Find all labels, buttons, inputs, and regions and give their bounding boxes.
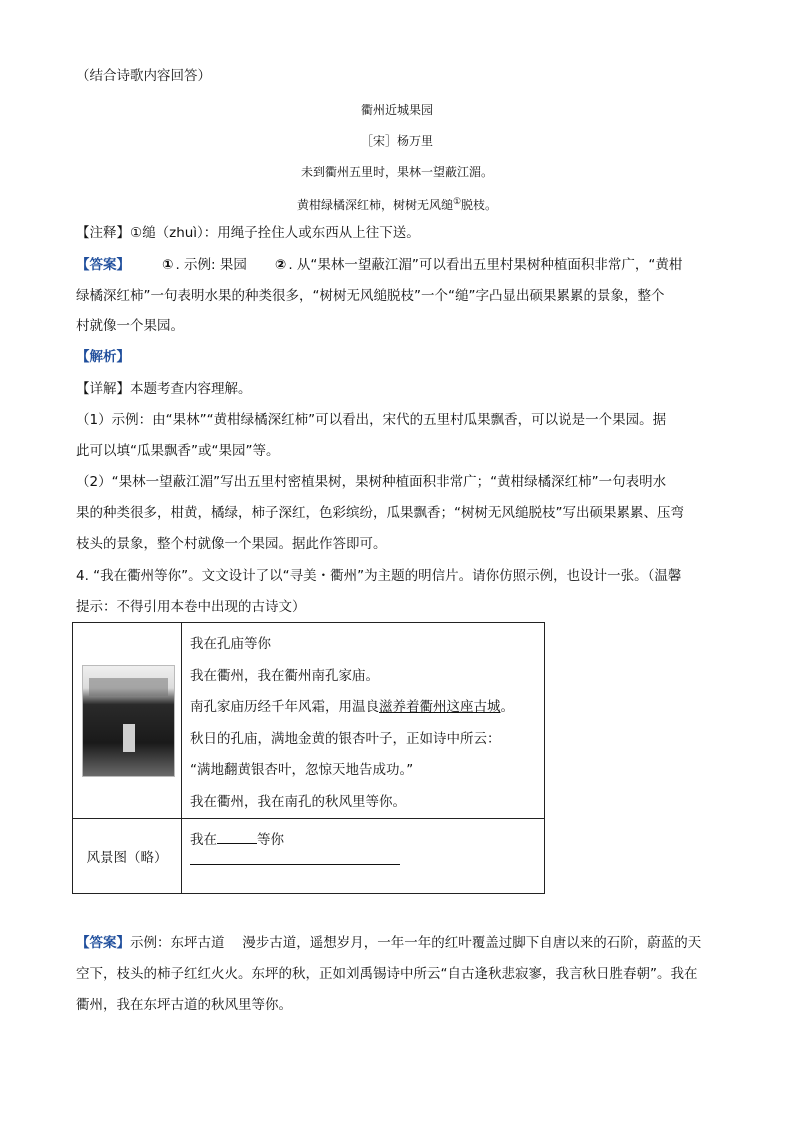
answer-1-line-2: 绿橘深红柿”一句表明水果的种类很多，“树树无风缒脱枝”一个“缒”字凸显出硕果累累的景象，整个: [76, 288, 665, 304]
answer-tag: 【答案】: [76, 257, 130, 273]
poem-footnote-mark: ①: [452, 197, 462, 207]
poem-title: 衢州近城果园: [360, 103, 433, 117]
example-underlined-phrase: 滋养着衢州这座古城: [379, 699, 501, 715]
question-4-line-1: 4. “我在衢州等你”。文文设计了以“寻美・衢州”为主题的明信片。请你仿照示例，也设计一张。（温馨: [76, 568, 682, 584]
answer-2-line-1: [76, 933, 701, 953]
detail-p2-line-3: 枝头的景象，整个村就像一个果园。据此作答即可。: [76, 536, 387, 552]
intro-text: （结合诗歌内容回答）: [76, 68, 211, 84]
detail-p2-line-2: 果的种类很多，柑黄，橘绿，柿子深红，色彩缤纷，瓜果飘香；“树树无风缒脱枝”写出硕果累累、压弯: [76, 505, 684, 521]
example-closing: 我在衢州，我在南孔的秋风里等你。: [190, 793, 406, 810]
example-line-2: 我在衢州，我在衢州南孔家庙。: [190, 667, 379, 684]
example-title: 我在孔庙等你: [190, 636, 271, 652]
annotation-note: 【注释】①缒（zhuì）：用绳子拴住人或东西从上往下送。: [76, 225, 420, 241]
answer-1-line-1: [76, 255, 682, 275]
example-line-3: [190, 692, 544, 724]
poem-line-2-part-a: 黄柑绿橘深红柿，树树无风缒: [296, 198, 453, 212]
fill-in-suffix: 等你: [257, 832, 284, 848]
poem-line-1: 未到衢州五里时，果林一望蔽江湄。: [300, 165, 493, 179]
answer-2-tag: 【答案】: [76, 935, 130, 951]
fill-in-prefix: 我在: [190, 832, 217, 848]
answer-1-part-2: . 从“果林一望蔽江湄”可以看出五里村果树种植面积非常广，“黄柑: [288, 257, 683, 273]
circled-number-1: ①: [162, 257, 174, 273]
answer-1-line-3: 村就像一个果园。: [76, 318, 184, 334]
detail-p2-line-1: （2）“果林一望蔽江湄”写出五里村密植果树，果树种植面积非常广；“黄柑绿橘深红柿”一句表明水: [76, 474, 667, 490]
detail-tag: 【详解】: [76, 381, 130, 397]
analysis-tag: 【解析】: [76, 349, 130, 365]
poem-line-2: [0, 192, 794, 215]
detail-heading: [76, 379, 252, 399]
temple-photo: [82, 665, 175, 777]
postcard-table: [72, 622, 545, 894]
detail-p1-line-2: 此可以填“瓜果飘香”或“果园”等。: [76, 443, 280, 459]
scene-label-cell: [73, 819, 182, 894]
photo-cell: [73, 623, 182, 819]
poem-author: ［宋］杨万里: [360, 134, 433, 148]
answer-2-text-1: 示例：东坪古道 漫步古道，遥想岁月，一年一年的红叶覆盖过脚下自唐以来的石阶，蔚蓝的天: [130, 935, 702, 951]
fill-in-blank[interactable]: [217, 829, 257, 844]
answer-2-line-3: 衢州，我在东坪古道的秋风里等你。: [76, 997, 292, 1013]
answer-blank-line[interactable]: [190, 864, 400, 865]
fill-in-line: [190, 829, 544, 850]
blank-answer-cell: [182, 819, 545, 894]
example-text-cell: [182, 623, 545, 819]
poem-line-2-part-b: 脱枝。: [461, 198, 498, 212]
example-line-4: 秋日的孔庙，满地金黄的银杏叶子，正如诗中所云：: [190, 730, 501, 747]
detail-p1-line-1: （1）示例：由“果林”“黄柑绿橘深红柿”可以看出，宋代的五里村瓜果飘香，可以说是一个果园。据: [76, 412, 667, 428]
answer-2-line-2: 空下，枝头的柿子红红火火。东坪的秋，正如刘禹锡诗中所云“自古逢秋悲寂寥，我言秋日胜春朝”。我在: [76, 966, 698, 982]
scene-placeholder-label: 风景图（略）: [86, 850, 168, 866]
detail-text: 本题考查内容理解。: [130, 381, 252, 397]
example-line-3-b: 。: [500, 699, 514, 715]
example-line-3-a: 南孔家庙历经千年风霜，用温良: [190, 699, 379, 715]
circled-number-2: ②: [274, 257, 287, 273]
example-quote: “满地翻黄银杏叶，忽惊天地告成功。”: [190, 762, 414, 778]
answer-1-part-1: . 示例: 果园: [175, 257, 247, 273]
question-4-line-2: 提示：不得引用本卷中出现的古诗文）: [76, 599, 306, 615]
